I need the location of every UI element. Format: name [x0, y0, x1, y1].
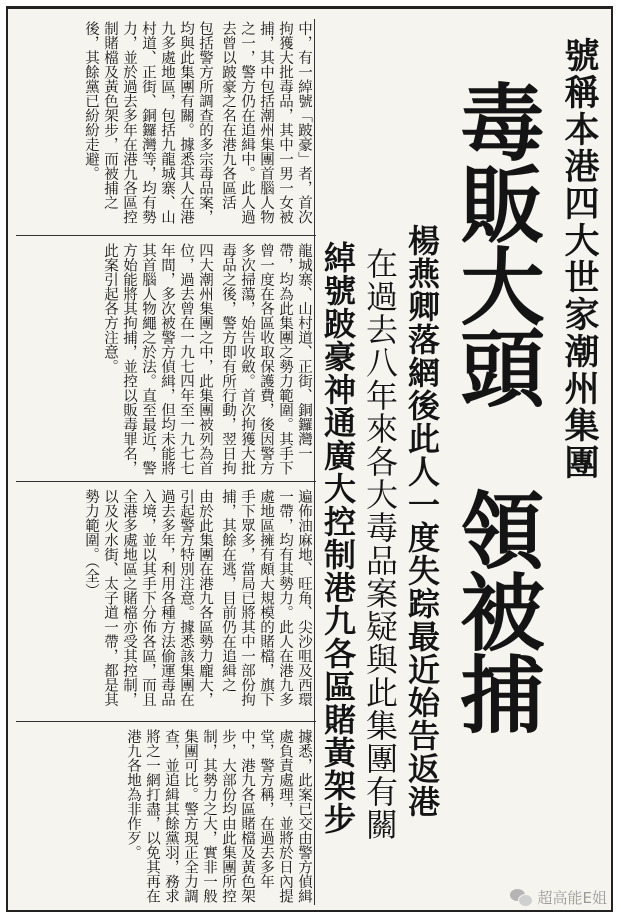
main-headline-line-2: 領被捕	[447, 487, 545, 733]
subheadline-1: 楊燕卿落網後此人一度失踪最近始告返港	[403, 224, 441, 818]
body-column-lower-right: 遍佈油麻地、旺角、尖沙咀及西環一帶，均有其勢力。此人在港九多處地區擁有頗大規模的賭檔，旗下手下眾多，當局已將其中一部份拘捕，其餘在逃，目前仍在追緝之	[220, 489, 312, 707]
body-column-top-right: 中，有一綽號「跛豪」者，首次拘獲大批毒品，其中一男一女被捕，其中包括潮州集團首腦人物之一，警方仍在追緝中。此人過去曾以跛豪之名在港九各區活	[220, 21, 312, 224]
column-divider	[16, 481, 316, 482]
watermark	[510, 887, 607, 908]
subheadline-2: 在過去八年來各大毒品案疑與此集團有關	[361, 247, 399, 841]
column-divider	[16, 721, 316, 722]
watermark-text: 超高能E姐	[537, 889, 607, 907]
wechat-icon	[510, 889, 532, 906]
body-column-lower-left: 由於此集團在港九各區勢力龐大，引起警方特別注意。據悉該集團在過去多年，利用各種方法偷運毒品入境，並以其手下分佈各區，而且全港多處地區之賭檔亦受其控制，以及火水街、太子道一帶，都是其勢力範圍。（全）	[83, 489, 213, 707]
headline-divider	[314, 19, 315, 905]
body-column-middle-left: 四大潮州集團之中，此集團被列為首位，過去曾在一九七四年至一九七七年間，多次被警方偵緝，但均未能將其首腦人物繩之於法。直至最近，警方始能將其拘捕，並控以販毒罪名，此案引起各方注意。	[102, 243, 213, 475]
body-column-bottom: 據悉，此案已交由警方偵緝處負責處理，並將於日內提堂，警方稱，在過去多年中，港九各區賭檔及黃色架步，大部份均由此集團所控制，其勢力之大，實非一般集團可比。警方現正全力調查，並追緝其餘黨羽，務求將之一網打盡，以免其再在港九各地為非作歹。	[125, 729, 312, 903]
newspaper-clipping	[6, 6, 613, 912]
body-column-top-left: 包括警方所調查的多宗毒品案，均與此集團有關。據悉其人在港九多處地區，包括九龍城寨、山村道、正街、銅鑼灣等，均有勢力，並於過去多年在港九各區控制賭檔及黃色架步，而被捕之後，其餘黨已紛紛走避。	[83, 21, 213, 224]
kicker-headline: 號稱本港四大世家潮州集團	[559, 37, 599, 481]
column-divider	[16, 235, 316, 236]
main-headline-line-1: 毒販大頭	[447, 79, 545, 407]
body-column-middle-right: 龍城寨、山村道、正街、銅鑼灣一帶，均為此集團之勢力範圍。其手下曾一度在各區收取保護費，後因警方多次掃蕩，始告收斂。首次拘獲大批毒品之後，警方即有所行動，翌日拘	[220, 243, 312, 475]
subheadline-3: 綽號跛豪神通廣大控制港九各區賭黃架步	[319, 241, 357, 835]
